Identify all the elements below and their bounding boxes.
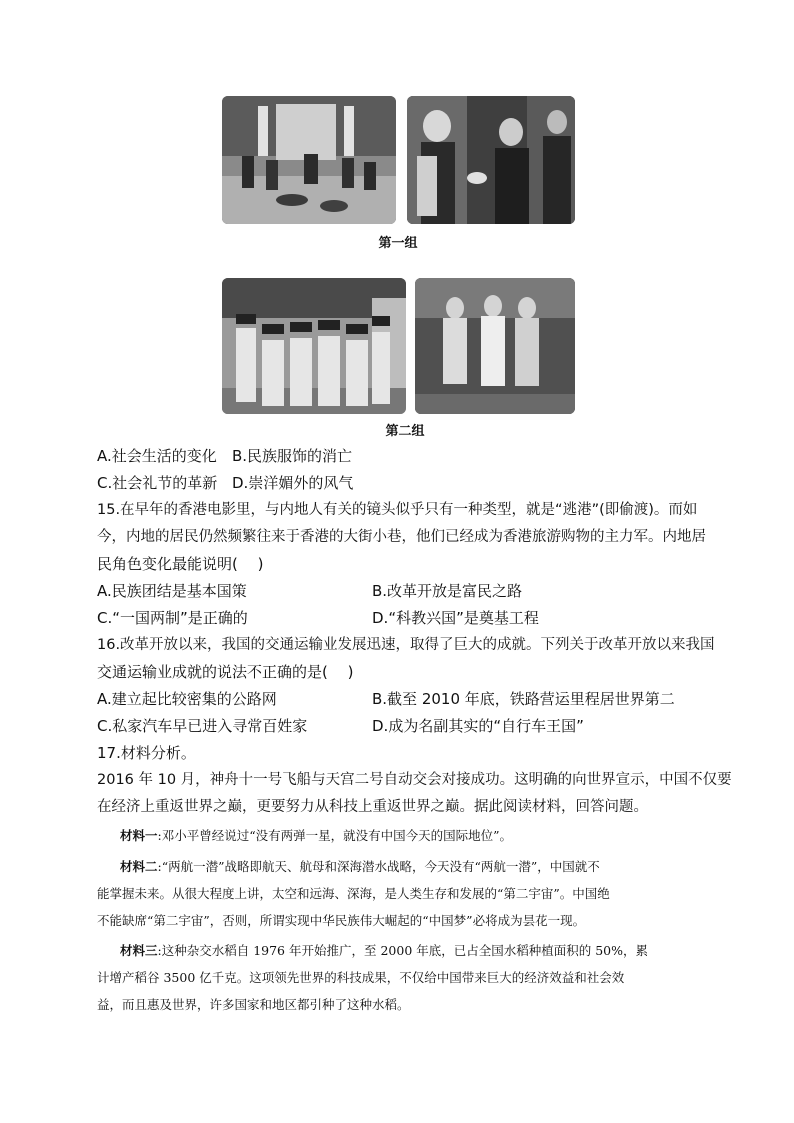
q14-option-d: D.崇洋媚外的风气 bbox=[232, 474, 354, 492]
material-3-line-2: 计增产稻谷 3500 亿千克。这项领先世界的科技成果，不仅给中国带来巨大的经济效益和社会效 bbox=[97, 970, 625, 985]
q15-option-c: C.“一国两制”是正确的 bbox=[97, 609, 248, 627]
material-2-line-2: 能掌握未来。从很大程度上讲，太空和远海、深海，是人类生存和发展的“第二宇宙”。中国绝 bbox=[97, 886, 610, 901]
q17-intro-line-2: 在经济上重返世界之巅，更要努力从科技上重返世界之巅。据此阅读材料，回答问题。 bbox=[97, 799, 648, 815]
q15-stem-line-2: 今，内地的居民仍然频繁往来于香港的大街小巷，他们已经成为香港旅游购物的主力军。内地居 bbox=[97, 529, 706, 545]
q16-option-b: B.截至 2010 年底，铁路营运里程居世界第二 bbox=[372, 690, 675, 708]
group2-caption: 第二组 bbox=[385, 424, 425, 439]
q15-option-a: A.民族团结是基本国策 bbox=[97, 582, 247, 600]
q16-stem-line-1: 16.改革开放以来，我国的交通运输业发展迅速，取得了巨大的成就。下列关于改革开放以来我国 bbox=[97, 637, 715, 653]
material-2-line-3: 不能缺席“第二宇宙”，否则，所谓实现中华民族伟大崛起的“中国梦”必将成为昙花一现。 bbox=[97, 913, 586, 928]
photo-qipao-women bbox=[415, 278, 575, 414]
photo-handshake bbox=[407, 96, 575, 224]
q14-option-b: B.民族服饰的消亡 bbox=[232, 447, 353, 465]
q15-stem-line-3: 民角色变化最能说明( ) bbox=[97, 555, 264, 573]
q15-option-d: D.“科教兴国”是奠基工程 bbox=[372, 609, 539, 627]
q14-option-c: C.社会礼节的革新 bbox=[97, 474, 218, 492]
q15-stem-line-1: 15.在早年的香港电影里，与内地人有关的镜头似乎只有一种类型，就是“逃港”(即偷渡)。而如 bbox=[97, 502, 698, 518]
material-3-line-1 bbox=[120, 941, 648, 961]
material-3-text-1: :这种杂交水稻自 1976 年开始推广，至 2000 年底，已占全国水稻种植面积的 50%，累 bbox=[157, 943, 649, 958]
q17-intro-line-1: 2016 年 10 月，神舟十一号飞船与天宫二号自动交会对接成功。这明确的向世界宣示，中国不仅要 bbox=[97, 772, 732, 788]
material-1-label: 材料一 bbox=[120, 828, 158, 843]
q16-option-d: D.成为名副其实的“自行车王国” bbox=[372, 717, 584, 735]
photo-qing-officials-kowtow bbox=[222, 96, 396, 224]
q17-title: 17.材料分析。 bbox=[97, 744, 196, 762]
material-2-label: 材料二 bbox=[120, 859, 158, 874]
q16-option-c: C.私家汽车早已进入寻常百姓家 bbox=[97, 717, 308, 735]
material-2-text-1: :“两航一潜”战略即航天、航母和深海潜水战略，今天没有“两航一潜”，中国就不 bbox=[157, 859, 600, 874]
q16-stem-line-2: 交通运输业成就的说法不正确的是( ) bbox=[97, 663, 354, 681]
photo-qing-women-group bbox=[222, 278, 406, 414]
material-3-label: 材料三 bbox=[120, 943, 158, 958]
q16-option-a: A.建立起比较密集的公路网 bbox=[97, 690, 277, 708]
group1-caption: 第一组 bbox=[378, 236, 418, 251]
material-1-text: :邓小平曾经说过“没有两弹一星，就没有中国今天的国际地位”。 bbox=[157, 828, 513, 843]
material-3-line-3: 益，而且惠及世界，许多国家和地区都引种了这种水稻。 bbox=[97, 997, 410, 1012]
material-2-line-1 bbox=[120, 857, 600, 877]
q14-option-a: A.社会生活的变化 bbox=[97, 447, 217, 465]
q15-option-b: B.改革开放是富民之路 bbox=[372, 582, 523, 600]
material-1 bbox=[120, 826, 512, 846]
